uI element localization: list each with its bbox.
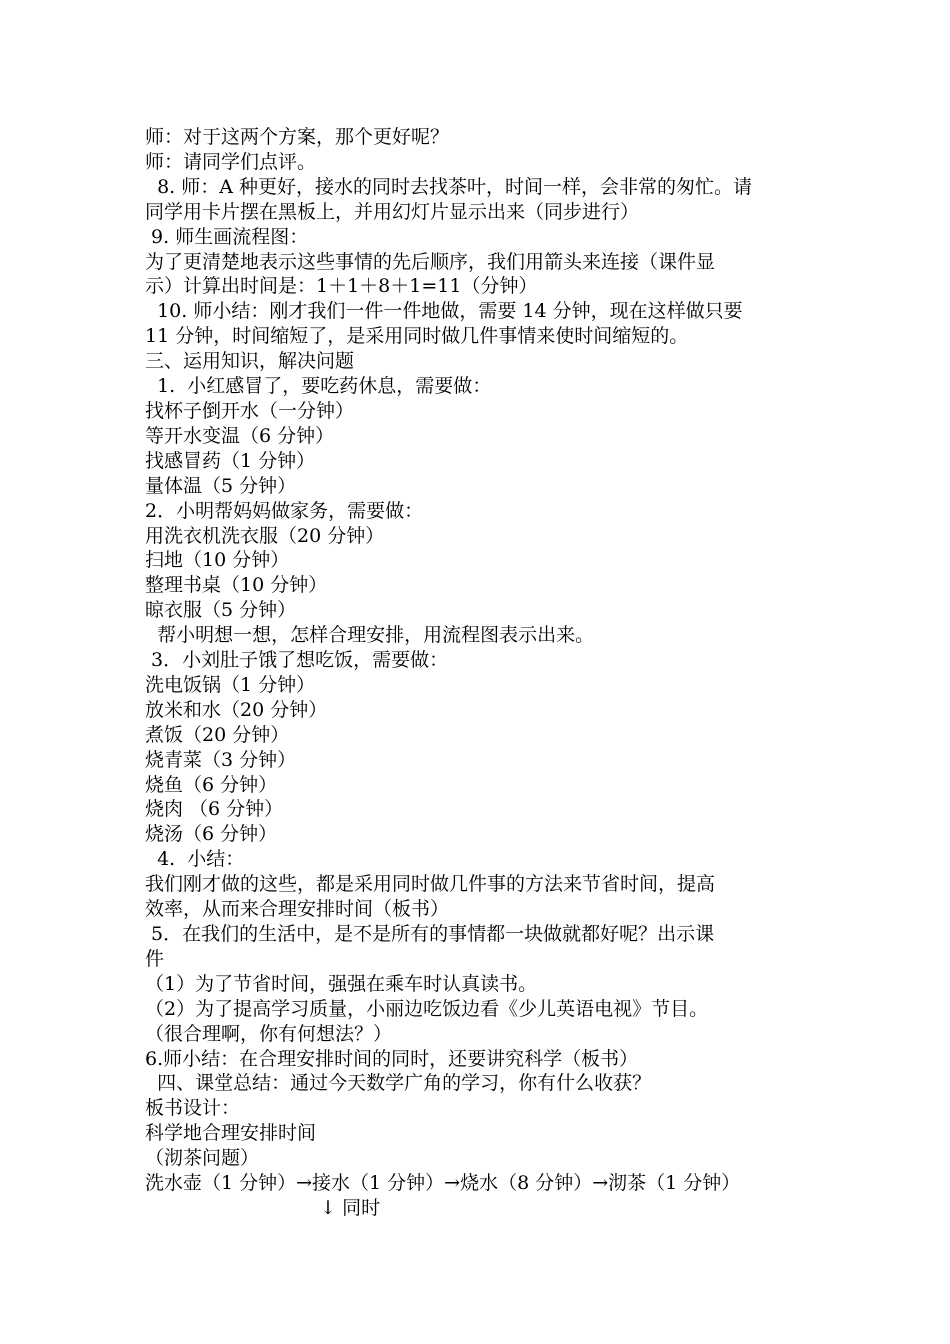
text-line: 4. 小结：	[145, 848, 245, 871]
text-line: 10. 师小结：刚才我们一件一件地做，需要 14 分钟，现在这样做只要	[145, 300, 743, 323]
section-heading: 三、运用知识，解决问题	[145, 350, 355, 373]
list-item: 整理书桌（10 分钟）	[145, 574, 328, 597]
text-line: （沏茶问题）	[145, 1147, 260, 1170]
text-line: 师：对于这两个方案，那个更好呢？	[145, 126, 450, 148]
list-item: 烧肉 （6 分钟）	[145, 798, 284, 821]
flow-line: 洗水壶（1 分钟）→接水（1 分钟）→烧水（8 分钟）→沏茶（1 分钟）	[145, 1172, 741, 1195]
list-item: 煮饭（20 分钟）	[145, 723, 290, 746]
list-item: 找感冒药（1 分钟）	[145, 449, 316, 472]
text-line: 同学用卡片摆在黑板上，并用幻灯片显示出来（同步进行）	[145, 200, 640, 223]
flow-line: ↓ 同时	[145, 1196, 381, 1219]
list-item: 量体温（5 分钟）	[145, 474, 297, 497]
list-item: 烧鱼（6 分钟）	[145, 773, 278, 796]
list-item: 找杯子倒开水（一分钟）	[145, 399, 355, 422]
list-item: 扫地（10 分钟）	[145, 549, 290, 572]
text-line: （2）为了提高学习质量，小丽边吃饭边看《少儿英语电视》节目。	[145, 997, 709, 1020]
text-line: 示）计算出时间是：1＋1＋8＋1=11（分钟）	[145, 275, 538, 298]
list-item: 烧青菜（3 分钟）	[145, 748, 297, 771]
text-line: （很合理啊，你有何想法？）	[145, 1022, 393, 1045]
list-item: 洗电饭锅（1 分钟）	[145, 673, 316, 696]
list-item: 晾衣服（5 分钟）	[145, 599, 297, 622]
text-line: 1. 小红感冒了，要吃药休息，需要做：	[145, 375, 492, 398]
text-line: 2．小明帮妈妈做家务，需要做：	[145, 499, 424, 522]
text-line: 效率，从而来合理安排时间（板书）	[145, 898, 450, 921]
text-line: （1）为了节省时间，强强在乘车时认真读书。	[145, 972, 538, 995]
text-line: 5．在我们的生活中，是不是所有的事情都一块做就都好呢？出示课	[145, 923, 715, 945]
text-line: 8. 师：A 种更好，接水的同时去找茶叶，时间一样，会非常的匆忙。请	[145, 175, 753, 198]
text-line: 3．小刘肚子饿了想吃饭，需要做：	[145, 649, 449, 672]
text-line: 件	[145, 947, 165, 970]
text-line: 为了更清楚地表示这些事情的先后顺序，我们用箭头来连接（课件显	[145, 250, 716, 273]
list-item: 放米和水（20 分钟）	[145, 698, 328, 721]
text-line: 6.师小结：在合理安排时间的同时，还要讲究科学（板书）	[145, 1047, 639, 1070]
text-line: 我们刚才做的这些，都是采用同时做几件事的方法来节省时间，提高	[145, 873, 716, 896]
text-line: 帮小明想一想，怎样合理安排，用流程图表示出来。	[145, 624, 595, 647]
section-heading: 四、课堂总结：通过今天数学广角的学习，你有什么收获？	[145, 1072, 652, 1095]
text-line: 11 分钟，时间缩短了，是采用同时做几件事情来使时间缩短的。	[145, 325, 689, 348]
list-item: 烧汤（6 分钟）	[145, 823, 278, 846]
text-line: 板书设计：	[145, 1097, 241, 1120]
text-line: 9. 师生画流程图：	[145, 225, 309, 248]
document-page	[145, 125, 825, 1221]
list-item: 用洗衣机洗衣服（20 分钟）	[145, 524, 385, 547]
text-line: 科学地合理安排时间	[145, 1122, 317, 1145]
text-line: 师：请同学们点评。	[145, 150, 317, 173]
list-item: 等开水变温（6 分钟）	[145, 424, 335, 447]
